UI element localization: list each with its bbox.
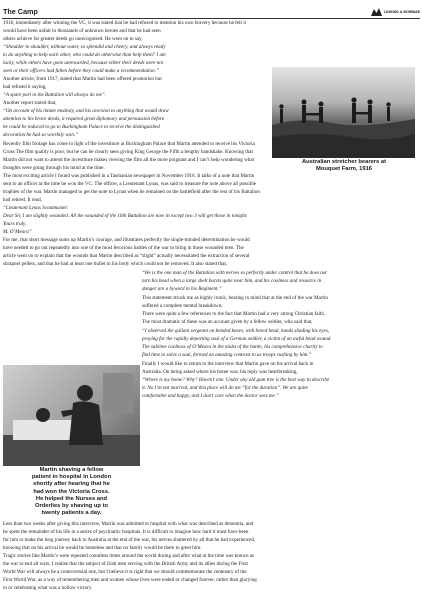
article-quote-line: Yours truly, <box>3 221 27 227</box>
page-header <box>2 2 420 19</box>
article-line: Cross The film quality is poor, but he can be clearly seen giving King George the Fifth a lengthy handshake. Knowing that <box>3 149 253 155</box>
article-line: There were quite a few references to the fact that Martin had a very strong Christian faith. <box>142 311 326 317</box>
article-line: Australia. On being asked where his home was, his reply was heartbreaking, <box>142 369 298 375</box>
article-quote-line: “A spare part in the Battalion will always do me”. <box>3 92 107 98</box>
article-quote-line: attention to his brave deeds, it required great diplomacy and persuasion before <box>3 116 165 122</box>
article-quote-line: Dear Sir, I am slightly wounded. All the wounded of the 16th Battalion are now in except two. I will get those in tonight. <box>3 213 248 219</box>
article-line: would have been unfair to thousands of unknown heroes and that he had seen <box>3 28 161 34</box>
logo-text: LINKING & BORBIAE <box>384 9 420 14</box>
stretcher-bearers-caption: Australian stretcher bearers at Mouquet Farm, 1916 <box>301 159 387 173</box>
article-line: Tragic stories like Martin’s were repeated countless times around the world during and after what at the time was known as <box>3 553 255 559</box>
article-line: Another article, from 1917, stated that Martin had been offered promotion but <box>3 76 162 82</box>
article-line: trophies of the war. Martin managed to get the note to Lynas when he remained on the battlefield after the rest of his Battalion <box>3 189 260 195</box>
article-line: knowing that on his arrival he would be homeless and that no family would be there to greet him. <box>3 545 202 551</box>
article-line: For me, that short message sums up Martin’s courage, and illustrates perfectly the single-minded determination he would <box>3 237 250 243</box>
article-quote-line: turn his head when a large shell bursts quite near him, and his coolness and resource in <box>142 278 322 284</box>
article-line: in or celebrating what was a hollow victory. <box>3 585 93 591</box>
publisher-logo <box>371 8 420 18</box>
article-line: 1916, immediately after winning the VC, it was stated that he had refused to mention his own bravery because he felt it <box>3 20 247 26</box>
article-quote-line: lucky, while others have gone unrewarded, because either their deeds were not <box>3 60 164 66</box>
article-quote-line: The sublime coolness of O’Meara in the midst of the battle, his comprehensive charity to <box>142 344 323 350</box>
article-line: had retired. It read, <box>3 197 42 203</box>
article-quote-line: M. O’Meara” <box>3 229 32 235</box>
article-quote-line: “On account of his innate modesty, and his aversion to anything that would draw <box>3 108 169 114</box>
article-quote-line: “He is the one man of the Battalion with nerves so perfectly under control that he does not <box>142 270 327 276</box>
article-quote-line: seen or their officers had fallen before they could make a recommendation.” <box>3 68 159 74</box>
article-line: This statement struck me as highly ironic, bearing in mind that at the end of the war Martin <box>142 295 328 301</box>
article-line: Martin did not want to attend the investiture makes viewing the film all the more poignant and I can’t help wondering what <box>3 157 254 163</box>
article-quote-line: decoration he had so worthily won.” <box>3 132 78 138</box>
article-line: had refused it saying, <box>3 84 47 90</box>
article-line: The most exciting article I found was published in a Tasmanian newspaper in November 1916. It talks of a note that Martin <box>3 173 255 179</box>
article-line: Finally I would like to return to the interview that Martin gave on his arrival back in <box>142 361 314 367</box>
hospital-shaving-photo <box>3 365 140 466</box>
article-line: Another report stated that, <box>3 100 57 106</box>
article-line: thoughts were going through his mind at the time. <box>3 165 105 171</box>
article-line: article went on to explain that the wounds that Martin described as “slight” actually necessitated the extraction of several <box>3 253 250 259</box>
article-line: World War will always be a controversial one, but I believe it is right that we should commemorate the centenary of the <box>3 569 247 575</box>
article-line: for him to make the long journey back to Australia at the end of the war, his nerves shattered by all that he had experienced, <box>3 537 256 543</box>
article-quote-line: comfortable and happy, and I don’t care when the doctor sees me.” <box>142 393 279 399</box>
article-quote-line: he could be induced to go to Buckingham Palace to receive the distinguished <box>3 124 160 130</box>
article-line: First World War, as a way of remembering men and women whose lives were ended or changed forever, rather than glorying <box>3 577 257 583</box>
article-line: sent to an officer at the time he won the VC. The officer, a Lieutenant Lynas, was said to treasure the note above all possible <box>3 181 257 187</box>
article-line: suffered a complete mental breakdown. <box>142 303 223 309</box>
article-quote-line: to do anything to help each other, who could do otherwise than help them? I am <box>3 52 166 58</box>
article-quote-line: “Shoulder to shoulder, without water, so splendid and cheery, and always ready <box>3 44 166 50</box>
article-quote-line: find time to salve a soul, formed an amazing contrast to us troops rushing by him.” <box>142 352 312 358</box>
article-line: others achieve far greater deeds go unrecognised. He went on to say, <box>3 36 143 42</box>
article-quote-line: it. No I’m not married, and this place will do me “for the duration”. We are quite <box>142 385 308 391</box>
stretcher-bearers-photo <box>272 67 415 158</box>
article-line: he spent the remainder of his life in a series of psychiatric hospitals. It is difficult to imagine how hard it must have been <box>3 529 249 535</box>
article-line: The most dramatic of these was an account given by a fellow soldier, who said that, <box>142 319 313 325</box>
article-quote-line: danger are a byword in his Regiment.” <box>142 286 222 292</box>
article-line: Less than two weeks after giving this interview, Martin was admitted to hospital with what was described as dementia, and <box>3 521 254 527</box>
article-line: have needed to go out repeatedly into one of the most ferocious battles of the war to bring in those wounded men. The <box>3 245 244 251</box>
article-quote-line: praying for the rapidly departing soul of a German soldier, a victim of an awful head wound. <box>142 336 332 342</box>
hospital-shaving-caption: Martin shaving a fellow patient in hospital in London shortly after hearing that he had won the Victoria Cross. He helped the Nurses and Orderlies by shaving up to twenty patients a day. <box>31 467 112 517</box>
logo-mark-icon <box>371 8 382 16</box>
article-line: shrapnel pellets, and that he had at least one bullet in his body which could not be removed. It also stated that, <box>3 261 228 267</box>
article-quote-line: “I observed the gallant sergeant on bended knees, with bared head, hands shading his eyes, <box>142 328 330 334</box>
article-quote-line: “Where is my home? Why? Haven’t one. Under any old gum tree is the best way to describe <box>142 377 330 383</box>
article-line: Recently film footage has come to light of the investiture at Buckingham Palace that Martin attended to receive his Victoria <box>3 141 255 147</box>
article-line: the war to end all wars. I realise that the subject of Irish men serving with the British Army and its allies during the First <box>3 561 248 567</box>
article-quote-line: “Lieutenant Lynas Scoutmaster. <box>3 205 69 211</box>
section-title: The Camp <box>3 7 38 16</box>
